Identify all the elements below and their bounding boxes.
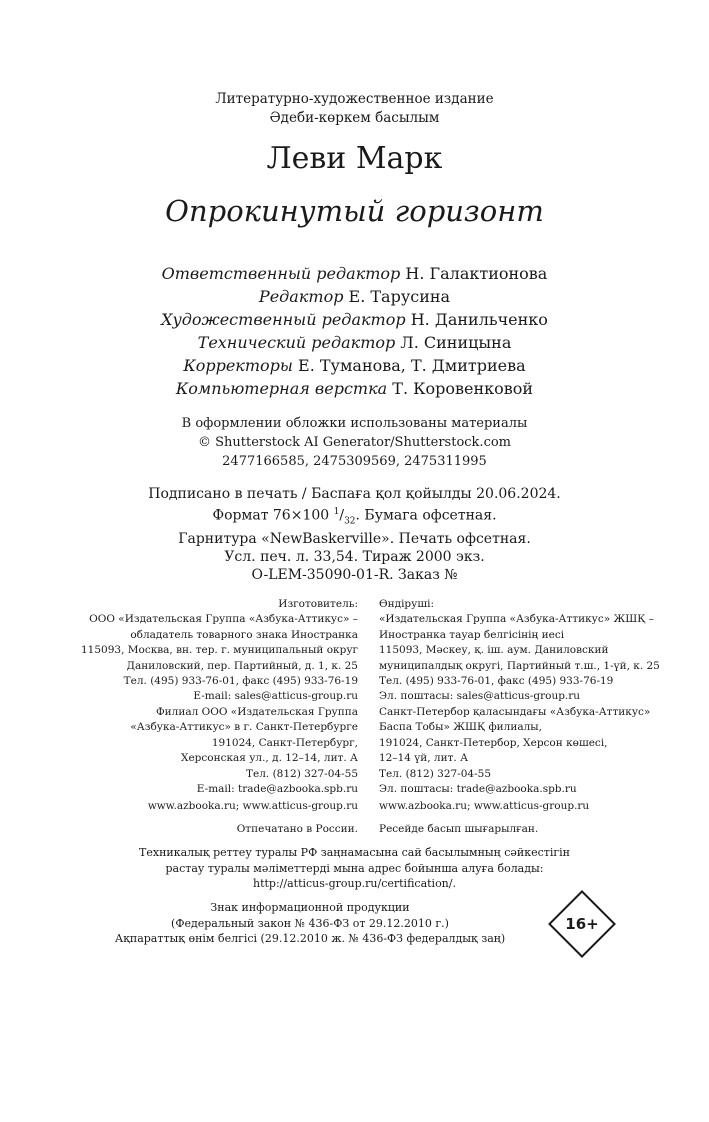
age-rating-label: 16+ [565,915,599,933]
genre-ru: Литературно-художественное издание [215,91,494,107]
format-denominator: 32 [344,516,356,527]
volume-line: Усл. печ. л. 33,54. Тираж 2000 экз. [224,549,485,566]
credit-line [0,377,709,400]
credit-role: Технический редактор [197,333,396,352]
tech-regulation: Техникалық реттеу туралы РФ заңнамасына сай басылымның сәйкестігін растау туралы мәліметтерді мына адрес бойынша алуға болады: http://atticus-group.ru/certification/. [139,846,570,890]
printed-kz: Ресейде басып шығарылған. [379,823,539,835]
manufacturer-ru: Изготовитель: ООО «Издательская Группа «Азбука-Аттикус» – обладатель товарного знака Иностранка 115093, Москва, вн. тер. г. муниципальный округ Даниловский, пер. Партийный, д. 1, к. 25 Тел. (495) 933-76-01, факс (495) 933-76-19 E-mail: sales@atticus-group.ru [80,598,358,703]
printed-ru: Отпечатано в России. [236,823,358,835]
cover-line: В оформлении обложки использованы материалы [181,416,528,431]
credit-name: Т. Коровенковой [392,379,534,398]
signed-date: Подписано в печать / Баспаға қол қойылды 20.06.2024. [148,486,561,502]
staff-credits [0,262,709,400]
credit-role: Корректоры [183,356,293,375]
credit-role: Редактор [258,287,344,306]
branch-ru: Филиал ООО «Издательская Группа «Азбука-Аттикус» в г. Санкт-Петербурге 191024, Санкт-Петербург, Херсонская ул., д. 12–14, лит. А Тел. (812) 327-04-55 E-mail: trade@azbooka.spb.ru [130,706,358,796]
credit-role: Ответственный редактор [161,264,401,283]
credit-name: Е. Тарусина [348,287,451,306]
author-name: Леви Марк [266,141,443,176]
credit-name: Е. Туманова, Т. Дмитриева [298,356,526,375]
branch-kz: Санкт-Петербор қаласындағы «Азбука-Аттикус» Баспа Тобы» ЖШҚ филиалы, 191024, Санкт-Петербор, Херсон көшесі, 12–14 үй, лит. А Тел. (812) 327-04-55 Эл. поштасы: trade@azbooka.spb.ru [379,706,651,796]
credit-line [0,308,709,331]
credit-line [0,331,709,354]
format-line: Формат 76×100 $^1/_{32}$. Бумага офсетная. [212,507,497,527]
credit-role: Компьютерная верстка [175,379,388,398]
format-numerator: 1 [333,507,340,517]
credit-line [0,285,709,308]
order-line: O-LEM-35090-01-R. Заказ № [251,567,458,584]
websites-ru: www.azbooka.ru; www.atticus-group.ru [147,800,358,812]
credit-role: Художественный редактор [161,310,406,329]
websites-kz: www.azbooka.ru; www.atticus-group.ru [379,800,590,812]
cover-line: 2477166585, 2475309569, 2475311995 [222,454,487,469]
cover-line: © Shutterstock AI Generator/Shutterstock.com [197,435,511,450]
credit-name: Н. Галактионова [405,264,548,283]
genre-kz: Әдеби-көркем басылым [269,110,440,126]
genre-block [0,90,709,128]
cover-credits [0,414,709,471]
typeface-line: Гарнитура «NewBaskerville». Печать офсетная. [178,531,531,548]
credit-name: Л. Синицына [400,333,512,352]
print-details [0,485,709,584]
book-title: Опрокинутый горизонт [165,194,544,228]
manufacturer-kz: Өндіруші: «Издательская Группа «Азбука-Аттикус» ЖШҚ – Иностранка тауар белгісінің иесі 115093, Мәскеу, қ. іш. аум. Даниловский муниципалдық округі, Партийный т.ш., 1-үй, к. 25 Тел. (495) 933-76-01, факс (495) 933-76-19 Эл. поштасы: sales@atticus-group.ru [379,598,660,703]
credit-name: Н. Данильченко [410,310,548,329]
info-product-sign: Знак информационной продукции (Федеральный закон № 436-ФЗ от 29.12.2010 г.) Ақпараттық өнім белгісі (29.12.2010 ж. № 436-ФЗ федералдық заң) [114,901,506,945]
credit-line [0,262,709,285]
credit-line [0,354,709,377]
